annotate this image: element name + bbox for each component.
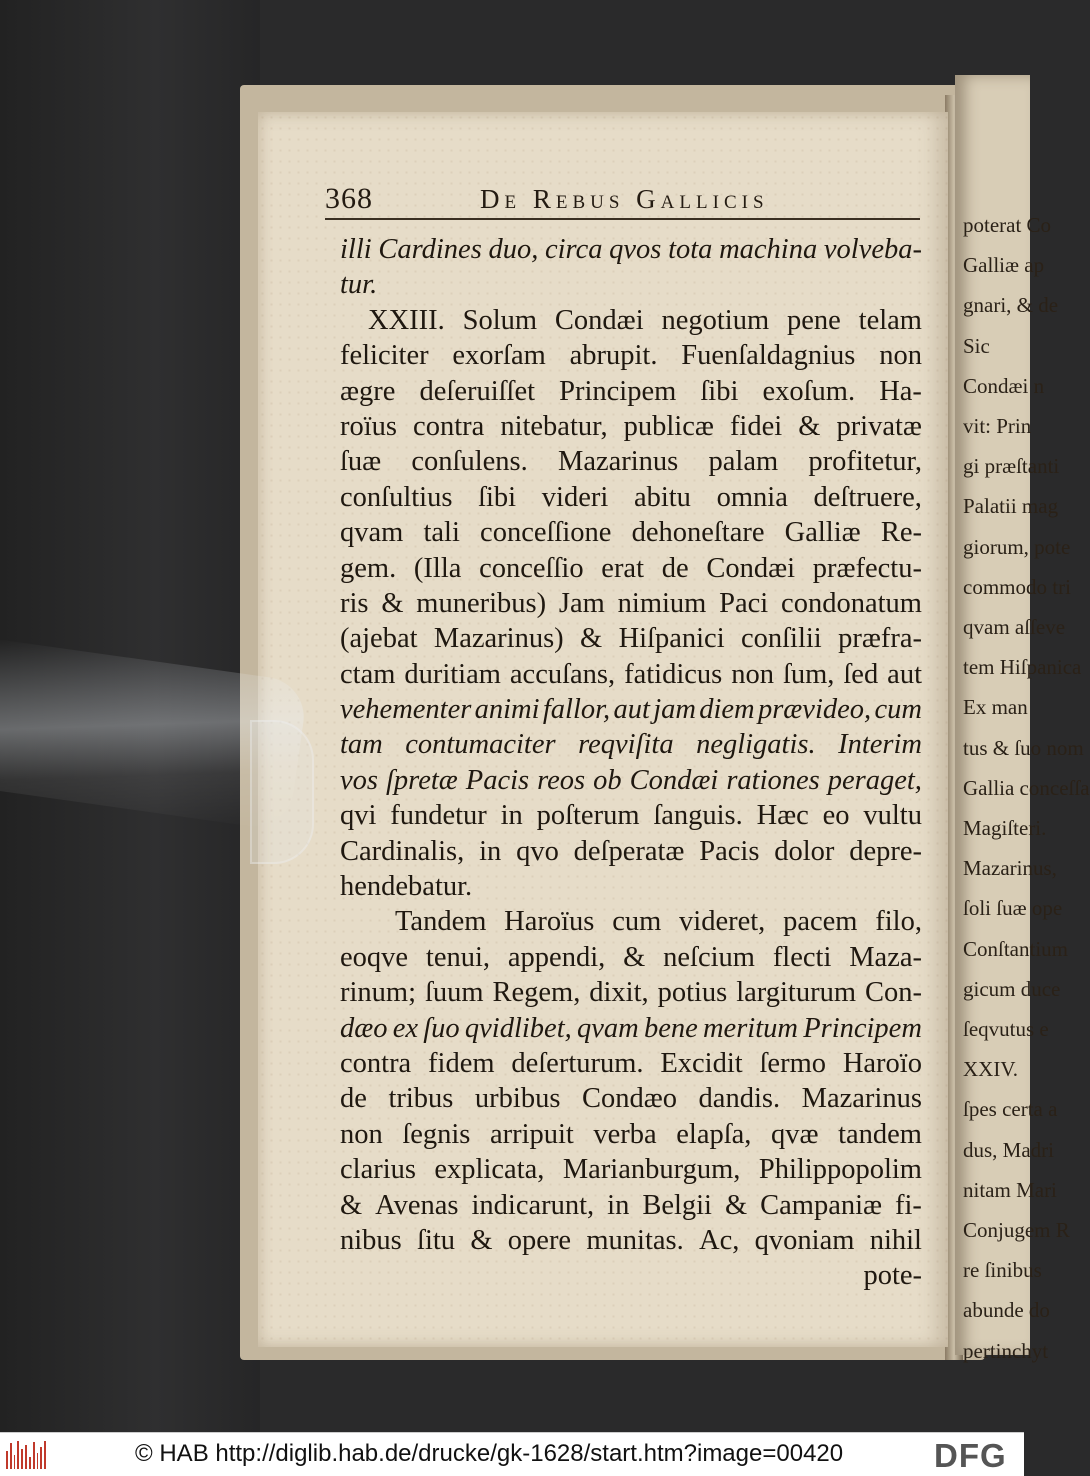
text-line: nibus ſitu & opere munitas. Ac, qvoniam nihil [340, 1224, 922, 1256]
text-line: clarius explicata, Marianburgum, Philippopolim [340, 1154, 922, 1186]
neighbor-fragment: Condæi n [963, 373, 1045, 398]
neighbor-fragment: XXIV. [963, 1057, 1019, 1082]
text-line: conſultius ſibi videri abitu omnia deſtruere, [340, 481, 922, 513]
neighbor-fragment: gnari, & de [963, 293, 1059, 318]
neighbor-fragment: re ſinibus [963, 1258, 1042, 1283]
text-line: hendebatur. [340, 871, 473, 903]
neighbor-fragment: abunde do [963, 1298, 1050, 1323]
text-line: vos ſpretæ Pacis reos ob Condæi rationes peraget, [340, 764, 922, 796]
text-line: ægre deſeruiſſet Principem ſibi exoſum. Ha- [340, 375, 922, 407]
neighbor-fragment: vit: Prin [963, 414, 1032, 438]
text-line: contra fidem deſerturum. Excidit ſermo Haroïo [340, 1047, 922, 1079]
text-line: vehementer animi fallor, aut jam diem prævideo, cum [340, 694, 922, 726]
neighbor-fragment: Magiſteri. [963, 816, 1047, 840]
text-line: de tribus urbibus Condæo dandis. Mazarinus [340, 1083, 922, 1115]
neighbor-fragment: Gallia conceſſa [963, 775, 1090, 800]
neighbor-fragment: pertinchyt [963, 1338, 1049, 1363]
neighbor-fragment: ſpes certa a [963, 1097, 1058, 1122]
glass-weight-edge [250, 720, 314, 864]
text-line: eoqve tenui, appendi, & neſcium flecti Maza- [340, 941, 922, 973]
neighbor-fragment: Galliæ ap [963, 253, 1045, 278]
text-line: pote- [863, 1260, 922, 1292]
neighbor-fragment: tus & ſuo nom [963, 735, 1084, 760]
running-title: De Rebus Gallicis [480, 184, 769, 214]
text-line: XXIII. Solum Condæi negotium pene telam [368, 304, 922, 336]
text-line: feliciter exorſam abrupit. Fuenſaldagnius non [340, 340, 922, 372]
text-line: ctam duritiam accuſans, fatidicus non ſum, ſed aut [340, 658, 922, 690]
neighbor-fragment: poterat Co [963, 213, 1052, 237]
neighbor-fragment: dus, Madri [963, 1137, 1054, 1162]
text-line: Tandem Haroïus cum videret, pacem filo, [395, 906, 922, 938]
page-number: 368 [325, 182, 373, 215]
neighbor-fragment: Sic [963, 333, 990, 358]
text-line: roïus contra nitebatur, publicæ fidei & privatæ [340, 410, 922, 442]
neighbor-fragment: Conjugem R [963, 1218, 1070, 1242]
text-line: ris & muneribus) Jam nimium Paci condonatum [340, 587, 922, 619]
neighbor-fragment: ſeqvutus e [963, 1017, 1049, 1041]
page-text [340, 232, 922, 1294]
text-line: tur. [340, 269, 378, 301]
text-line: & Avenas indicarunt, in Belgii & Campaniæ fi- [340, 1189, 922, 1221]
text-line: gem. (Illa conceſſio erat de Condæi præfectu- [340, 552, 922, 584]
text-line: tam contumaciter reqviſita negligatis. Interim [340, 729, 922, 761]
text-line: illi Cardines duo, circa qvos tota machina volveba- [340, 234, 922, 265]
neighbor-fragment: gicum duce [963, 976, 1061, 1001]
text-line: non ſegnis arripuit verba elapſa, qvæ tandem [340, 1118, 922, 1150]
hab-logo-icon [6, 1441, 46, 1469]
page-header [325, 182, 915, 222]
neighbor-fragment: ſoli ſuæ ope [963, 896, 1063, 921]
neighbor-fragment: commodo tri [963, 574, 1071, 599]
footer-bar [0, 1432, 1024, 1476]
text-line: Cardinalis, in qvo deſperatæ Pacis dolor depre- [340, 835, 922, 867]
text-line: rinum; ſuum Regem, dixit, potius largiturum Con- [340, 977, 922, 1009]
text-line: dæo ex ſuo qvidlibet, qvam bene meritum Principem [340, 1012, 922, 1044]
citation-link[interactable]: © HAB http://diglib.hab.de/drucke/gk-1628/start.htm?image=00420 [135, 1440, 844, 1467]
neighbor-fragment: Ex man [963, 695, 1028, 720]
neighbor-fragment: qvam aſſeve [963, 615, 1066, 639]
text-line: (ajebat Mazarinus) & Hiſpanici conſilii præfra- [340, 623, 922, 655]
neighbor-fragment: Mazarinus, [963, 856, 1057, 881]
header-rule [325, 218, 920, 220]
text-line: qvam tali conceſſione dehoneſtare Galliæ Re- [340, 517, 922, 549]
text-line: ſuæ conſulens. Mazarinus palam profitetur, [340, 446, 922, 478]
neighbor-fragment: Conſtantium [963, 936, 1068, 961]
dfg-logo: DFG [934, 1437, 1007, 1474]
text-line: qvi fundetur in poſterum ſanguis. Hæc eo vultu [340, 800, 922, 832]
neighbor-fragment: gi præſtanti [963, 454, 1060, 479]
neighbor-page [955, 75, 1090, 1363]
neighbor-fragment: giorum, pote [963, 534, 1071, 559]
neighbor-fragment: nitam Mari [963, 1177, 1057, 1202]
neighbor-fragment: Palatii mag [963, 494, 1059, 519]
neighbor-fragment: tem Hiſpanica [963, 655, 1082, 680]
